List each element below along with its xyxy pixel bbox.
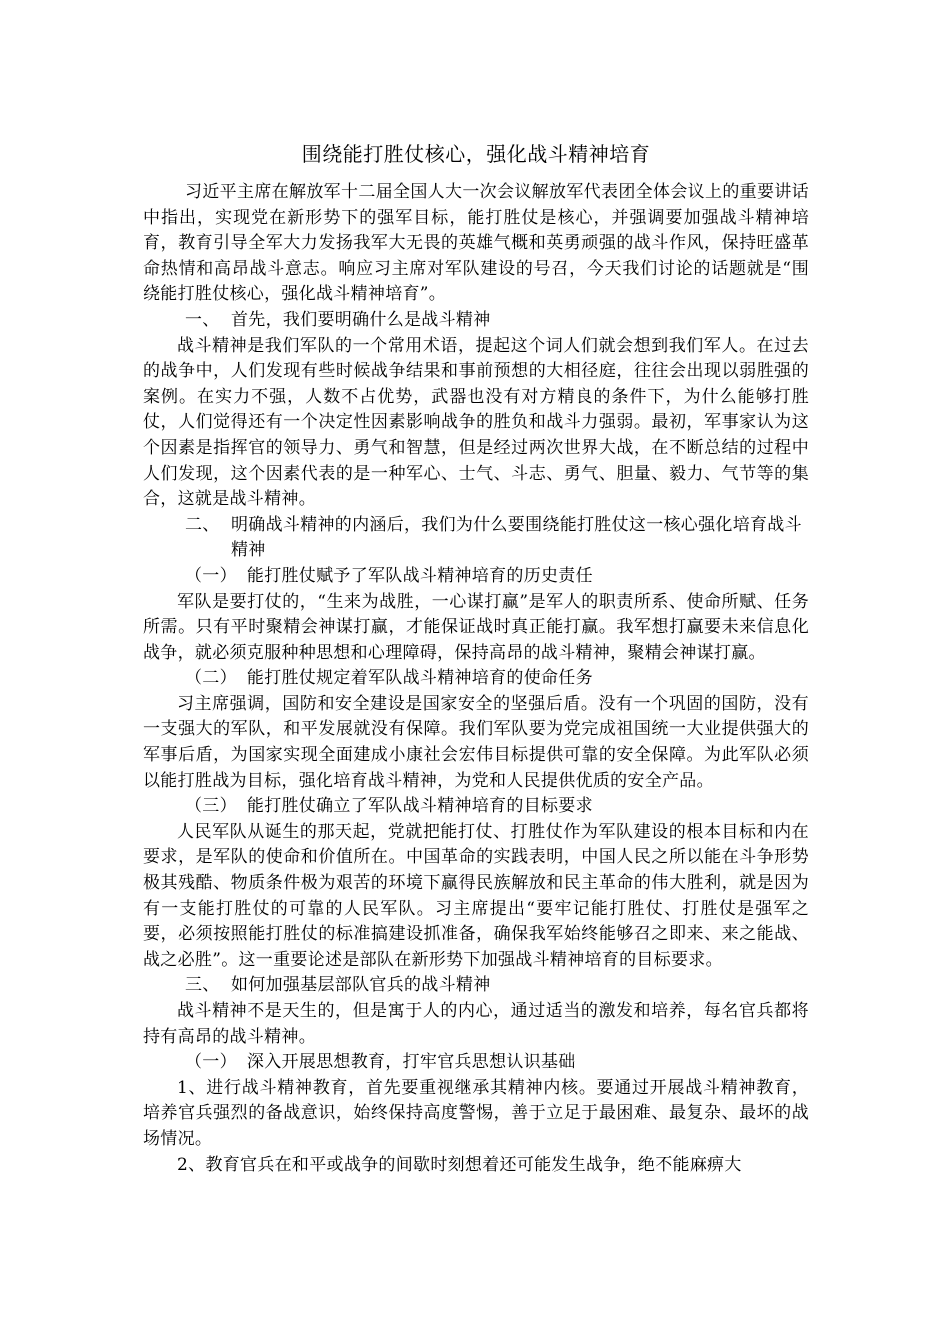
document-page bbox=[143, 140, 809, 1178]
section-1-paragraph: 战斗精神是我们军队的一个常用术语，提起这个词人们就会想到我们军人。在过去的战争中，人们发现有些时候战争结果和事前预想的大相径庭，往往会出现以弱胜强的案例。在实力不强，人数不占优势，武器也没有对方精良的条件下，为什么能够打胜仗，人们觉得还有一个决定性因素影响战争的胜负和战斗力强弱。最初，军事家认为这个因素是指挥官的领导力、勇气和智慧，但是经过两次世界大战，在不断总结的过程中人们发现，这个因素代表的是一种军心、士气、斗志、勇气、胆量、毅力、气节等的集合，这就是战斗精神。 bbox=[143, 335, 809, 510]
section-2-number: 二、 bbox=[185, 514, 220, 535]
section-1-title: 首先，我们要明确什么是战斗精神 bbox=[231, 309, 491, 330]
section-2-sub-3-paragraph: 人民军队从诞生的那天起，党就把能打仗、打胜仗作为军队建设的根本目标和内在要求，是军队的使命和价值所在。中国革命的实践表明，中国人民之所以能在斗争形势极其残酷、物质条件极为艰苦的环境下赢得民族解放和民主革命的伟大胜利，就是因为有一支能打胜仗的可靠的人民军队。习主席提出“要牢记能打胜仗、打胜仗是强军之要，必须按照能打胜仗的标准搞建设抓准备，确保我军始终能够召之即来、来之能战、战之必胜”。这一重要论述是部队在新形势下加强战斗精神培育的目标要求。 bbox=[143, 821, 809, 970]
section-2-sub-3-number: （三） bbox=[185, 796, 237, 817]
section-2-heading bbox=[143, 513, 809, 564]
section-3-sub-1-item-2: 2、教育官兵在和平或战争的间歇时刻想着还可能发生战争，绝不能麻痹大 bbox=[177, 1154, 742, 1175]
section-3-sub-1-number: （一） bbox=[185, 1052, 237, 1073]
section-2-title: 明确战斗精神的内涵后，我们为什么要围绕能打胜仗这一核心强化培育战斗精神 bbox=[231, 514, 802, 561]
section-3-number: 三、 bbox=[185, 975, 220, 996]
section-1-number: 一、 bbox=[185, 309, 220, 330]
section-2-sub-1-paragraph: 军队是要打仗的，“生来为战胜，一心谋打赢”是军人的职责所系、使命所赋、任务所需。只有平时聚精会神谋打赢，才能保证战时真正能打赢。我军想打赢要未来信息化战争，就必须克服种种思想和心理障碍，保持高昂的战斗精神，聚精会神谋打赢。 bbox=[143, 591, 809, 663]
section-2-sub-2-number: （二） bbox=[185, 668, 237, 689]
section-1-heading bbox=[143, 308, 809, 334]
section-3-paragraph: 战斗精神不是天生的，但是寓于人的内心，通过适当的激发和培养，每名官兵都将持有高昂的战斗精神。 bbox=[143, 1001, 809, 1047]
section-3-sub-1-title: 深入开展思想教育，打牢官兵思想认识基础 bbox=[246, 1052, 576, 1073]
section-2-sub-2-heading bbox=[143, 666, 809, 692]
document-title: 围绕能打胜仗核心，强化战斗精神培育 bbox=[301, 142, 651, 166]
section-2-sub-2-paragraph: 习主席强调，国防和安全建设是国家安全的坚强后盾。没有一个巩固的国防，没有一支强大的军队，和平发展就没有保障。我们军队要为党完成祖国统一大业提供强大的军事后盾，为国家实现全面建成小康社会宏伟目标提供可靠的安全保障。为此军队必须以能打胜战为目标，强化培育战斗精神，为党和人民提供优质的安全产品。 bbox=[143, 693, 809, 791]
section-3-sub-1-item-1: 1、进行战斗精神教育，首先要重视继承其精神内核。要通过开展战斗精神教育，培养官兵强烈的备战意识，始终保持高度警惕，善于立足于最困难、最复杂、最坏的战场情况。 bbox=[143, 1077, 809, 1149]
section-2-sub-2-title: 能打胜仗规定着军队战斗精神培育的使命任务 bbox=[246, 668, 593, 689]
section-2-sub-3-title: 能打胜仗确立了军队战斗精神培育的目标要求 bbox=[246, 796, 593, 817]
intro-paragraph: 习近平主席在解放军十二届全国人大一次会议解放军代表团全体会议上的重要讲话中指出，实现党在新形势下的强军目标，能打胜仗是核心，并强调要加强战斗精神培育，教育引导全军大力发扬我军大无畏的英雄气概和英勇顽强的战斗作风，保持旺盛革命热情和高昂战斗意志。响应习主席对军队建设的号召，今天我们讨论的话题就是“围绕能打胜仗核心，强化战斗精神培育”。 bbox=[143, 182, 809, 305]
section-3-title: 如何加强基层部队官兵的战斗精神 bbox=[231, 975, 491, 996]
section-2-sub-1-number: （一） bbox=[185, 565, 237, 586]
section-3-sub-1-heading bbox=[143, 1050, 809, 1076]
section-3-heading bbox=[143, 973, 809, 999]
section-2-sub-1-title: 能打胜仗赋予了军队战斗精神培育的历史责任 bbox=[246, 565, 593, 586]
section-2-sub-3-heading bbox=[143, 794, 809, 820]
section-2-sub-1-heading bbox=[143, 564, 809, 590]
